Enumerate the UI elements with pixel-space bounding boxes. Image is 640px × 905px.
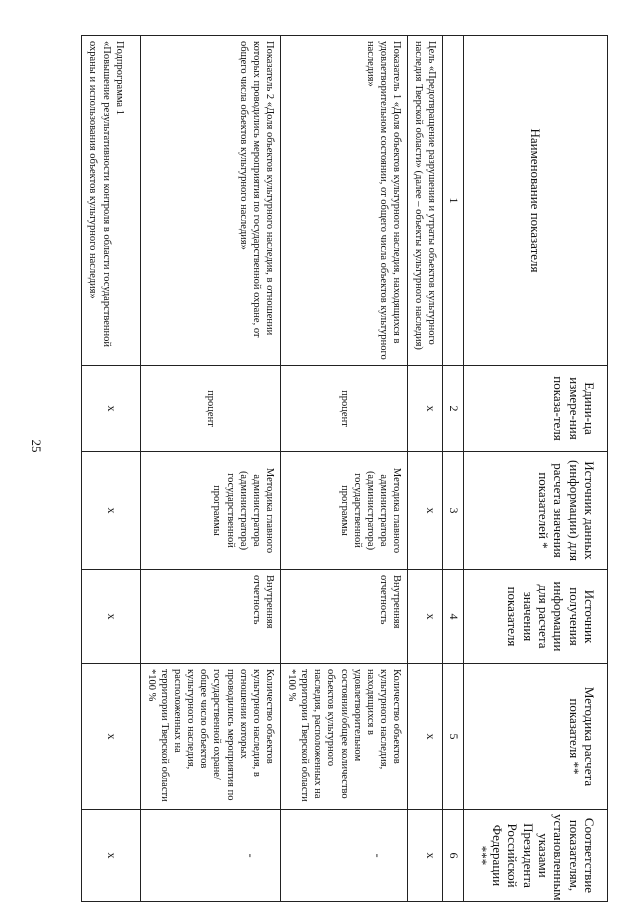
header-indicator-name: Наименование показателя <box>464 36 608 366</box>
row-method: х <box>82 664 140 810</box>
row-info-source: х <box>82 570 140 664</box>
row-data-source: х <box>408 452 443 570</box>
header-data-source: Источник данных (информации) для расчета значения показателей * <box>464 452 608 570</box>
table-row-goal <box>408 36 443 902</box>
column-number: 3 <box>443 452 464 570</box>
column-number: 1 <box>443 36 464 366</box>
indicators-table <box>81 35 608 902</box>
indicator-table-rotated <box>88 35 608 901</box>
header-decree: Соответствие показателям, установленным указами Президента Российской Федерации *** <box>464 810 608 902</box>
row-unit: процент <box>281 366 408 452</box>
subprogram-title: Подпрограмма 1 <box>113 41 125 115</box>
row-name-cell <box>82 36 140 366</box>
column-number: 5 <box>443 664 464 810</box>
row-method: х <box>408 664 443 810</box>
row-decree: х <box>82 810 140 902</box>
row-info-source: Внутренняя отчетность <box>140 570 280 664</box>
column-number: 6 <box>443 810 464 902</box>
page-number: 25 <box>29 439 44 453</box>
row-data-source: Методика главного администратора (администратора) государственной программы <box>140 452 280 570</box>
row-data-source: х <box>82 452 140 570</box>
row-data-source: Методика главного администратора (администратора) государственной программы <box>281 452 408 570</box>
header-unit: Едини-ца измере-ния показа-теля <box>464 366 608 452</box>
row-decree: - <box>140 810 280 902</box>
row-name: Цель «Предотвращение разрушения и утраты объектов культурного наследия Тверской области» (далее – объекты культурного наследия) <box>408 36 443 366</box>
row-info-source: Внутренняя отчетность <box>281 570 408 664</box>
column-number: 4 <box>443 570 464 664</box>
row-name: Показатель 1 «Доля объектов культурного наследия, находящихся в удовлетворительном состоянии, от общего числа объектов культурного наследия» <box>281 36 408 366</box>
row-decree: х <box>408 810 443 902</box>
row-decree: - <box>281 810 408 902</box>
table-row-indicator-1 <box>281 36 408 902</box>
row-unit: процент <box>140 366 280 452</box>
row-method: Количество объектов культурного наследия, в отношении которых проводились мероприятия по государственной охране/общее число объектов культурного наследия, расположенных на территории Тверской области *100 % <box>140 664 280 810</box>
column-number-row <box>443 36 464 902</box>
table-row-subprogram-1 <box>82 36 140 902</box>
header-info-source: Источник получения информации для расчета значения показателя <box>464 570 608 664</box>
table-header-row <box>464 36 608 902</box>
row-unit: х <box>82 366 140 452</box>
column-number: 2 <box>443 366 464 452</box>
table-row-indicator-2 <box>140 36 280 902</box>
row-info-source: х <box>408 570 443 664</box>
row-unit: х <box>408 366 443 452</box>
row-name: «Повышение результативности контроля в области государственной охраны и использования объектов культурного наследия» <box>87 41 112 347</box>
row-name: Показатель 2 «Доля объектов культурного наследия, в отношении которых проводились мероприятия по государственной охране, от общего числа объектов культурного наследия» <box>140 36 280 366</box>
row-method: Количество объектов культурного наследия, находящихся в удовлетворительном состоянии/общее количество объектов культурного наследия, расположенных на территории Тверской области *100 % <box>281 664 408 810</box>
header-method: Методика расчета показателя ** <box>464 664 608 810</box>
